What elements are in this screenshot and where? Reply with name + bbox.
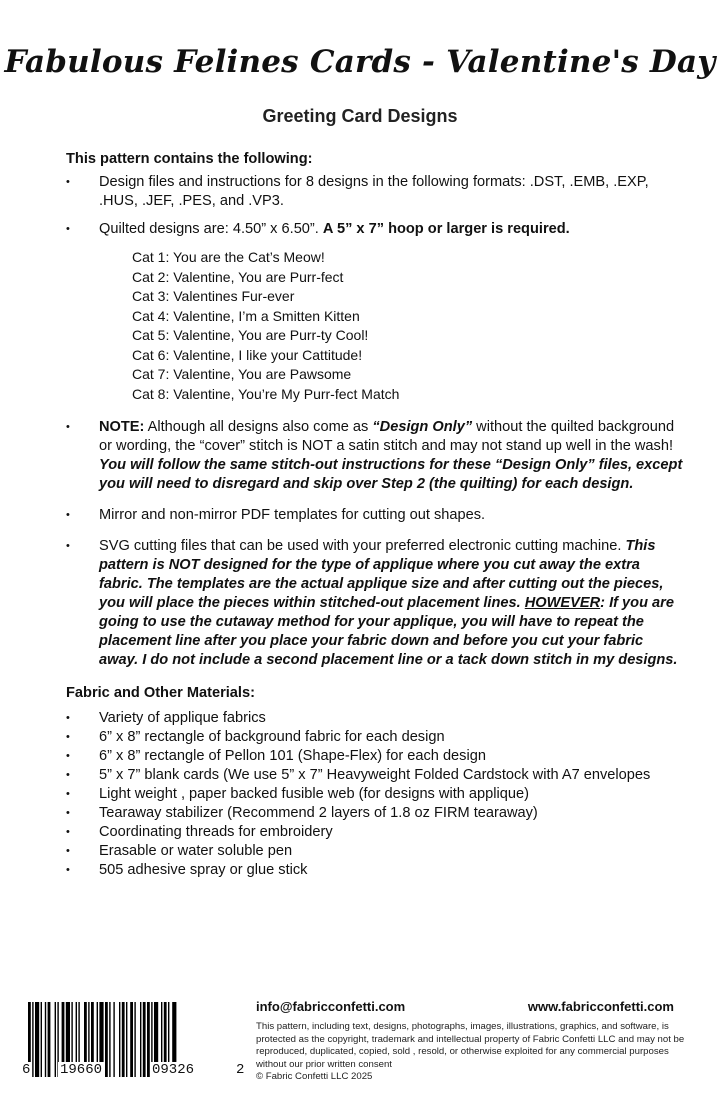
svg-warning-continued: : If you are going to use the cutaway method for your applique, you will have to repeat the placement line after you place your fabric down and before you cut your fabric away. I do not include a second placement line or a tack down stitch in my designs. <box>99 595 678 668</box>
item-text: Mirror and non-mirror PDF templates for cutting out shapes. <box>99 507 486 523</box>
cat-item: Cat 4: Valentine, I’m a Smitten Kitten <box>132 307 360 324</box>
design-only-label: “Design Only” <box>372 419 473 435</box>
barcode <box>20 1002 245 1077</box>
list-item <box>66 537 686 670</box>
page-title: Fabulous Felines Cards - Valentine's Day <box>4 44 716 80</box>
barcode-bar <box>109 1002 110 1077</box>
contents-list <box>66 173 686 239</box>
barcode-bar <box>134 1002 135 1077</box>
barcode-bar <box>105 1002 108 1077</box>
cat-item: Cat 2: Valentine, You are Purr-fect <box>132 268 344 285</box>
barcode-bar <box>140 1002 141 1077</box>
barcode-bar <box>32 1002 33 1077</box>
item-text: SVG cutting files that can be used with your preferred electronic cutting machine. <box>99 538 626 554</box>
barcode-digit-first: 6 <box>22 1062 31 1078</box>
list-item: • Variety of applique fabrics <box>66 709 686 728</box>
barcode-bar <box>126 1002 127 1077</box>
barcode-bar <box>35 1002 39 1077</box>
footer <box>0 996 720 1113</box>
hoop-requirement: A 5” x 7” hoop or larger is required. <box>322 221 570 237</box>
barcode-bar <box>130 1002 133 1077</box>
cat-item: Cat 3: Valentines Fur-ever <box>132 288 295 304</box>
note-label: NOTE: <box>99 419 145 435</box>
cat-item: Cat 5: Valentine, You are Purr-ty Cool! <box>132 327 369 343</box>
note-instructions: You will follow the same stitch-out instructions for these “Design Only” files, except you will need to disregard and skip over Step 2 (the quilting) for each design. <box>99 457 683 492</box>
list-item: • Light weight , paper backed fusible web (for designs with applique) <box>66 785 686 804</box>
item-text: Quilted designs are: 4.50” x 6.50”. <box>99 221 323 237</box>
list-item: • 6” x 8” rectangle of background fabric for each design <box>66 728 686 747</box>
barcode-bar <box>45 1002 46 1077</box>
barcode-bar <box>48 1002 51 1077</box>
copyright-line: © Fabric Confetti LLC 2025 <box>256 1071 373 1083</box>
barcode-bar <box>122 1002 125 1077</box>
svg-warning: This pattern is NOT designed for the type of applique where you cut away the extra fabric. The templates are the actual applique size and after cutting out the pieces, you will place the pieces within stitched-out placement lines. <box>99 538 664 611</box>
barcode-bar <box>119 1002 120 1077</box>
website-link[interactable]: www.fabricconfetti.com <box>527 999 674 1014</box>
barcode-digit-last: 2 <box>236 1062 245 1078</box>
item-text: Design files and instructions for 8 designs in the following formats: .DST, .EMB, .EXP, .HUS, .JEF, .PES, and .VP3. <box>99 174 649 209</box>
copyright-notice: This pattern, including text, designs, photographs, images, illustrations, graphics, and software, is protected as the copyright, trademark and intellectual property of Fabric Confetti LLC and may not be reproduced, duplicated, copied, sold , resold, or otherwise exploited for any commercial purposes without our prior written consent <box>256 1021 685 1070</box>
contact-email[interactable]: info@fabricconfetti.com <box>256 999 406 1014</box>
contents-list-2 <box>66 418 686 670</box>
list-item <box>66 506 686 525</box>
cat-list <box>132 248 686 404</box>
list-item: • 505 adhesive spray or glue stick <box>66 861 686 880</box>
list-item: • 5” x 7” blank cards (We use 5” x 7” Heavyweight Folded Cardstock with A7 envelopes <box>66 766 686 785</box>
cat-item: Cat 7: Valentine, You are Pawsome <box>132 366 352 382</box>
list-item <box>66 173 686 211</box>
however-label: HOWEVER <box>524 595 601 611</box>
cat-item: Cat 6: Valentine, I like your Cattitude! <box>132 346 363 363</box>
barcode-bar <box>41 1002 42 1077</box>
barcode-group-2: 09326 <box>152 1062 195 1078</box>
cat-item: Cat 8: Valentine, You’re My Purr-fect Match <box>132 385 400 402</box>
note-text: without the quilted background or wording, the “cover” stitch is NOT a satin stitch and may not stand up well in the wash! <box>99 419 675 454</box>
list-item: • Erasable or water soluble pen <box>66 842 686 861</box>
list-item <box>66 220 686 239</box>
contents-heading: This pattern contains the following: <box>66 151 313 167</box>
legal-notice <box>256 1021 686 1084</box>
materials-list <box>66 709 686 880</box>
page-subtitle: Greeting Card Designs <box>262 106 458 126</box>
materials-heading: Fabric and Other Materials: <box>66 685 255 701</box>
barcode-group-1: 19660 <box>60 1062 103 1078</box>
barcode-bar <box>143 1002 146 1077</box>
list-item: • Coordinating threads for embroidery <box>66 823 686 842</box>
list-item-note <box>66 418 686 494</box>
barcode-bar <box>55 1002 56 1077</box>
cat-item: Cat 1: You are the Cat’s Meow! <box>132 249 325 265</box>
barcode-bar <box>113 1002 114 1077</box>
list-item: • 6” x 8” rectangle of Pellon 101 (Shape-Flex) for each design <box>66 747 686 766</box>
note-text: Although all designs also come as <box>144 419 373 435</box>
main-content <box>66 150 686 880</box>
list-item: • Tearaway stabilizer (Recommend 2 layers of 1.8 oz FIRM tearaway) <box>66 804 686 823</box>
